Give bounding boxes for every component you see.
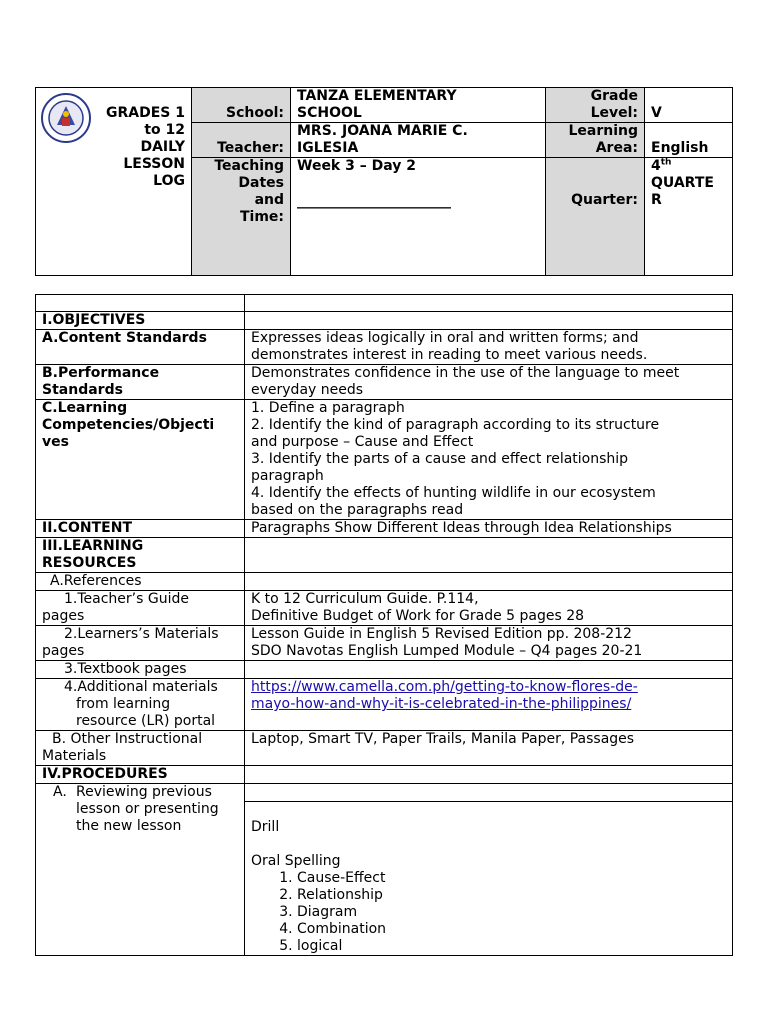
grade-value: V bbox=[651, 105, 662, 121]
objectives-heading: I.OBJECTIVES bbox=[36, 312, 245, 330]
log-title-line: DAILY bbox=[140, 139, 185, 155]
text-line: 2.Learners’s Materials bbox=[64, 626, 219, 642]
lesson-table bbox=[35, 294, 733, 956]
text-line: from learning bbox=[76, 696, 171, 712]
grade-label-line: Grade bbox=[590, 88, 638, 104]
learners-materials-value bbox=[245, 626, 733, 661]
text-line: resource (LR) portal bbox=[76, 713, 216, 729]
quarter-label-cell bbox=[546, 158, 645, 276]
text-line: Competencies/Objecti bbox=[42, 417, 215, 433]
blank-cell bbox=[245, 538, 733, 573]
dates-label-line: Teaching bbox=[214, 158, 284, 174]
references-label: A.References bbox=[36, 573, 245, 591]
grade-label-cell bbox=[546, 88, 645, 123]
text-line: 3. Identify the parts of a cause and effect relationship bbox=[251, 451, 629, 467]
list-marker: A. bbox=[53, 784, 67, 800]
text-line: 2. Identify the kind of paragraph according to its structure bbox=[251, 417, 660, 433]
text-line: SDO Navotas English Lumped Module – Q4 pages 20-21 bbox=[251, 643, 643, 659]
grade-value-cell bbox=[645, 88, 733, 123]
text-line: pages bbox=[42, 608, 85, 624]
competencies-label bbox=[36, 400, 245, 520]
text-line: ves bbox=[42, 434, 69, 450]
text-line: Standards bbox=[42, 382, 123, 398]
other-materials-label bbox=[36, 731, 245, 766]
area-value-cell bbox=[645, 123, 733, 158]
spelling-list bbox=[251, 870, 732, 955]
quarter-label: Quarter: bbox=[571, 192, 638, 208]
log-title-line: LESSON bbox=[123, 156, 185, 172]
text-line: C.Learning bbox=[42, 400, 128, 416]
content-value: Paragraphs Show Different Ideas through Idea Relationships bbox=[245, 520, 733, 538]
area-label-line: Area: bbox=[595, 140, 638, 156]
text-line: 4.Additional materials bbox=[64, 679, 218, 695]
text-line: Definitive Budget of Work for Grade 5 pages 28 bbox=[251, 608, 585, 624]
school-value-line: TANZA ELEMENTARY bbox=[297, 88, 457, 104]
lr-portal-link[interactable]: mayo-how-and-why-it-is-celebrated-in-the-philippines/ bbox=[251, 696, 632, 712]
teachers-guide-value bbox=[245, 591, 733, 626]
reviewing-value bbox=[245, 802, 733, 956]
text-line: based on the paragraphs read bbox=[251, 502, 464, 518]
log-title-line: to 12 bbox=[144, 122, 185, 138]
teacher-label-cell bbox=[192, 123, 291, 158]
list-item: 4. Combination bbox=[297, 921, 732, 938]
dates-label-cell bbox=[192, 158, 291, 276]
dates-label-line: and bbox=[254, 192, 284, 208]
blank-cell bbox=[245, 661, 733, 679]
grade-label-line: Level: bbox=[590, 105, 638, 121]
text-line: Expresses ideas logically in oral and written forms; and bbox=[251, 330, 639, 346]
text-line: and purpose – Cause and Effect bbox=[251, 434, 474, 450]
text-line: III.LEARNING bbox=[42, 538, 144, 554]
deped-seal-icon bbox=[40, 92, 92, 144]
list-item: 2. Relationship bbox=[297, 887, 732, 904]
resources-heading bbox=[36, 538, 245, 573]
teacher-value-line: IGLESIA bbox=[297, 140, 359, 156]
text-line: 4. Identify the effects of hunting wildlife in our ecosystem bbox=[251, 485, 656, 501]
additional-materials-value bbox=[245, 679, 733, 731]
text-line: the new lesson bbox=[76, 818, 182, 834]
quarter-ordinal: 4th bbox=[651, 157, 672, 174]
dates-value-cell bbox=[291, 158, 546, 276]
textbook-label: 3.Textbook pages bbox=[36, 661, 245, 679]
text-line: Demonstrates confidence in the use of the language to meet bbox=[251, 365, 680, 381]
text-line: pages bbox=[42, 643, 85, 659]
teacher-value-line: MRS. JOANA MARIE C. bbox=[297, 123, 468, 139]
drill-text: Drill bbox=[251, 819, 280, 835]
text-line: B.Performance bbox=[42, 365, 160, 381]
other-materials-value: Laptop, Smart TV, Paper Trails, Manila Paper, Passages bbox=[245, 731, 733, 766]
dates-value: Week 3 – Day 2 bbox=[297, 158, 416, 174]
competencies-value bbox=[245, 400, 733, 520]
text-line: B. Other Instructional bbox=[52, 731, 203, 747]
learners-materials-label bbox=[36, 626, 245, 661]
text-line: RESOURCES bbox=[42, 555, 137, 571]
area-value: English bbox=[651, 140, 709, 156]
dates-label-line: Time: bbox=[239, 209, 284, 225]
text-line: everyday needs bbox=[251, 382, 364, 398]
blank-cell bbox=[245, 312, 733, 330]
content-standards-value bbox=[245, 330, 733, 365]
blank-cell bbox=[245, 573, 733, 591]
teacher-label: Teacher: bbox=[217, 140, 284, 156]
text-line: 1.Teacher’s Guide bbox=[64, 591, 189, 607]
blank-cell bbox=[245, 295, 733, 312]
area-label-line: Learning bbox=[568, 123, 638, 139]
blank-cell bbox=[36, 295, 245, 312]
blank-cell bbox=[245, 784, 733, 802]
list-item: 5. logical bbox=[297, 938, 732, 955]
school-value-line: SCHOOL bbox=[297, 105, 362, 121]
log-title-line: LOG bbox=[153, 173, 185, 189]
school-value-cell bbox=[291, 88, 546, 123]
reviewing-label bbox=[36, 784, 245, 956]
text-line: Lesson Guide in English 5 Revised Edition pp. 208-212 bbox=[251, 626, 632, 642]
procedures-heading: IV.PROCEDURES bbox=[36, 766, 245, 784]
performance-standards-label bbox=[36, 365, 245, 400]
header-table bbox=[35, 87, 733, 276]
additional-materials-label bbox=[36, 679, 245, 731]
school-label: School: bbox=[226, 105, 284, 121]
log-title-line: GRADES 1 bbox=[106, 105, 185, 121]
content-heading: II.CONTENT bbox=[36, 520, 245, 538]
quarter-value-line: QUARTE bbox=[651, 175, 714, 191]
list-item: 1. Cause-Effect bbox=[297, 870, 732, 887]
text-line: paragraph bbox=[251, 468, 324, 484]
teacher-value-cell bbox=[291, 123, 546, 158]
text-line: Reviewing previous bbox=[76, 784, 212, 800]
quarter-value-line: R bbox=[651, 192, 662, 208]
text-line: Materials bbox=[42, 748, 107, 764]
text-line: K to 12 Curriculum Guide. P.114, bbox=[251, 591, 479, 607]
content-standards-label: A.Content Standards bbox=[36, 330, 245, 365]
school-label-cell bbox=[192, 88, 291, 123]
lr-portal-link[interactable]: https://www.camella.com.ph/getting-to-know-flores-de- bbox=[251, 679, 638, 695]
text-line: demonstrates interest in reading to meet various needs. bbox=[251, 347, 648, 363]
area-label-cell bbox=[546, 123, 645, 158]
text-line: 1. Define a paragraph bbox=[251, 400, 405, 416]
oral-spelling-text: Oral Spelling bbox=[251, 853, 341, 869]
blank-cell bbox=[245, 766, 733, 784]
dates-label-line: Dates bbox=[238, 175, 284, 191]
list-item: 3. Diagram bbox=[297, 904, 732, 921]
text-line: lesson or presenting bbox=[76, 801, 219, 817]
log-title-cell bbox=[36, 88, 192, 276]
teachers-guide-label bbox=[36, 591, 245, 626]
dates-blank: ______________________ bbox=[297, 193, 451, 209]
quarter-value-cell bbox=[645, 158, 733, 276]
performance-standards-value bbox=[245, 365, 733, 400]
